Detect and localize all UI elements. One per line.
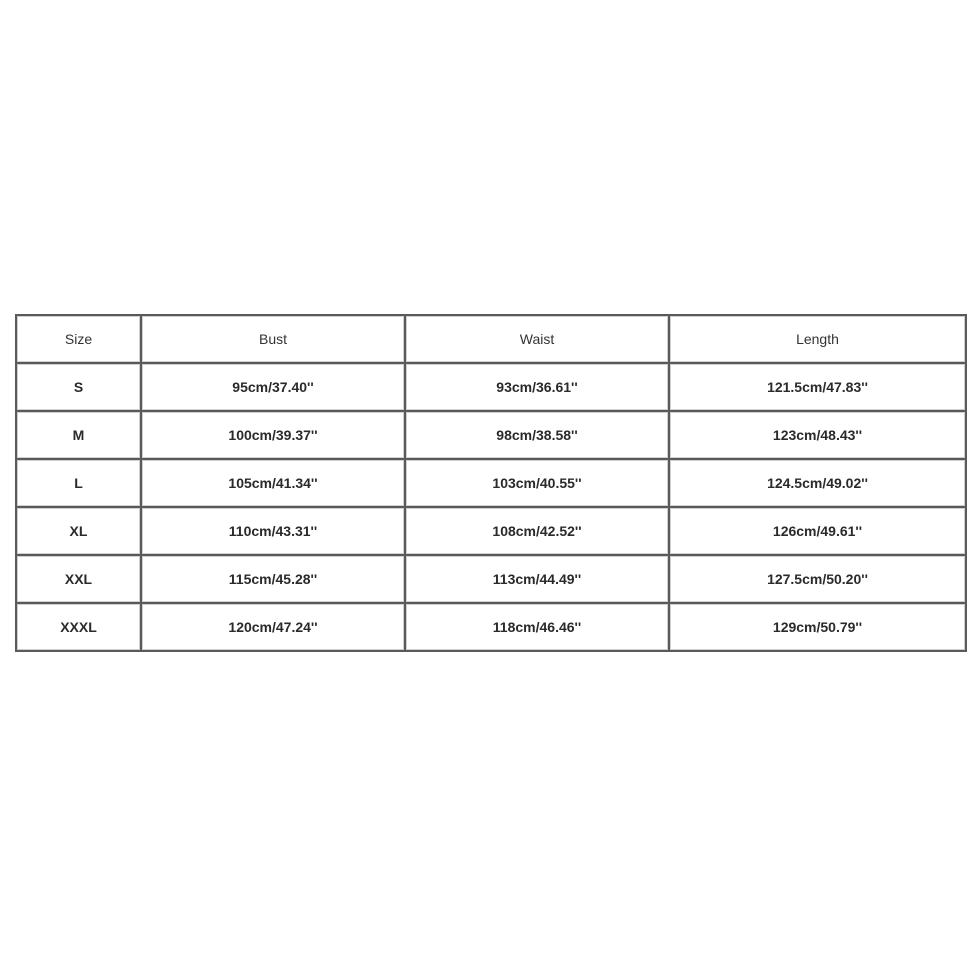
cell-waist: 113cm/44.49'' — [405, 555, 669, 603]
cell-bust: 120cm/47.24'' — [141, 603, 405, 651]
cell-bust: 110cm/43.31'' — [141, 507, 405, 555]
cell-size: XL — [16, 507, 141, 555]
cell-length: 126cm/49.61'' — [669, 507, 966, 555]
cell-waist: 103cm/40.55'' — [405, 459, 669, 507]
table-row — [16, 363, 966, 411]
cell-waist: 108cm/42.52'' — [405, 507, 669, 555]
cell-length: 127.5cm/50.20'' — [669, 555, 966, 603]
table-row — [16, 555, 966, 603]
header-size: Size — [16, 315, 141, 363]
table-header — [16, 315, 966, 363]
cell-waist: 93cm/36.61'' — [405, 363, 669, 411]
header-length: Length — [669, 315, 966, 363]
header-bust: Bust — [141, 315, 405, 363]
table-row — [16, 411, 966, 459]
table-body — [16, 363, 966, 651]
cell-waist: 118cm/46.46'' — [405, 603, 669, 651]
table-row — [16, 603, 966, 651]
cell-bust: 100cm/39.37'' — [141, 411, 405, 459]
table-row — [16, 507, 966, 555]
cell-length: 129cm/50.79'' — [669, 603, 966, 651]
size-chart-table — [15, 314, 967, 652]
cell-waist: 98cm/38.58'' — [405, 411, 669, 459]
cell-size: L — [16, 459, 141, 507]
cell-bust: 95cm/37.40'' — [141, 363, 405, 411]
cell-size: M — [16, 411, 141, 459]
cell-length: 124.5cm/49.02'' — [669, 459, 966, 507]
cell-length: 121.5cm/47.83'' — [669, 363, 966, 411]
cell-size: XXXL — [16, 603, 141, 651]
header-row — [16, 315, 966, 363]
table-row — [16, 459, 966, 507]
header-waist: Waist — [405, 315, 669, 363]
cell-length: 123cm/48.43'' — [669, 411, 966, 459]
cell-size: XXL — [16, 555, 141, 603]
cell-size: S — [16, 363, 141, 411]
cell-bust: 115cm/45.28'' — [141, 555, 405, 603]
cell-bust: 105cm/41.34'' — [141, 459, 405, 507]
